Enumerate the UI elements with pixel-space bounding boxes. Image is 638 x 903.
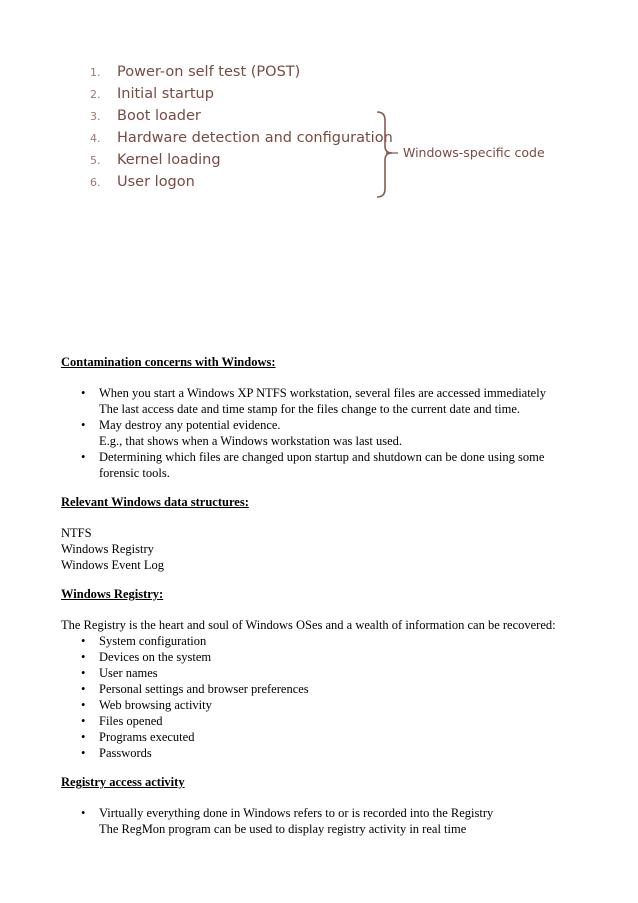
list-item: • Programs executed xyxy=(61,729,581,745)
section-heading: Contamination concerns with Windows: xyxy=(61,355,276,369)
bullet-text: May destroy any potential evidence. xyxy=(99,418,281,432)
registry-intro: The Registry is the heart and soul of Windows OSes and a wealth of information can be recovered: xyxy=(61,618,556,632)
step-text: Initial startup xyxy=(117,86,214,102)
structure-item: NTFS xyxy=(61,526,92,540)
step-text: Kernel loading xyxy=(117,152,221,168)
step-text: Boot loader xyxy=(117,108,201,124)
step-number: 4. xyxy=(90,132,101,145)
step-number: 3. xyxy=(90,110,101,123)
bullet-text-cont: The last access date and time stamp for the files change to the current date and time. xyxy=(99,402,521,416)
bullet-text-cont: The RegMon program can be used to display registry activity in real time xyxy=(99,822,467,836)
list-item xyxy=(61,805,581,837)
curly-bracket-graphic xyxy=(0,0,638,220)
registry-bullets xyxy=(61,633,581,761)
bullet-text-cont: E.g., that shows when a Windows workstation was last used. xyxy=(99,434,403,448)
list-item: • Web browsing activity xyxy=(61,697,581,713)
boot-sequence-figure xyxy=(0,0,638,220)
list-item: • Personal settings and browser preferences xyxy=(61,681,581,697)
list-item: • Devices on the system xyxy=(61,649,581,665)
list-item: • Passwords xyxy=(61,745,581,761)
step-text: Power-on self test (POST) xyxy=(117,64,301,80)
step-number: 2. xyxy=(90,88,101,101)
section-heading: Registry access activity xyxy=(61,775,185,789)
step-number: 5. xyxy=(90,154,101,167)
list-item xyxy=(61,417,581,449)
step-text: User logon xyxy=(117,174,195,190)
structure-item: Windows Event Log xyxy=(61,558,164,572)
curly-bracket xyxy=(377,112,392,197)
list-item xyxy=(61,385,581,417)
section-heading: Windows Registry: xyxy=(61,587,164,601)
bullet-text: When you start a Windows XP NTFS workstation, several files are accessed immediately xyxy=(99,386,546,400)
step-number: 6. xyxy=(90,176,101,189)
step-number: 1. xyxy=(90,66,101,79)
document-body xyxy=(61,354,581,837)
list-item xyxy=(61,449,581,481)
bracket-label: Windows-specific code xyxy=(403,145,545,160)
bullet-text-cont: forensic tools. xyxy=(99,466,170,480)
activity-bullets xyxy=(61,805,581,837)
bullet-text: Determining which files are changed upon startup and shutdown can be done using some xyxy=(99,450,545,464)
list-item: • Files opened xyxy=(61,713,581,729)
list-item: • User names xyxy=(61,665,581,681)
structure-item: Windows Registry xyxy=(61,542,154,556)
section-heading: Relevant Windows data structures: xyxy=(61,495,249,509)
list-item: • System configuration xyxy=(61,633,581,649)
contamination-bullets xyxy=(61,385,581,481)
bullet-text: Virtually everything done in Windows refers to or is recorded into the Registry xyxy=(99,806,494,820)
step-text: Hardware detection and configuration xyxy=(117,130,393,146)
